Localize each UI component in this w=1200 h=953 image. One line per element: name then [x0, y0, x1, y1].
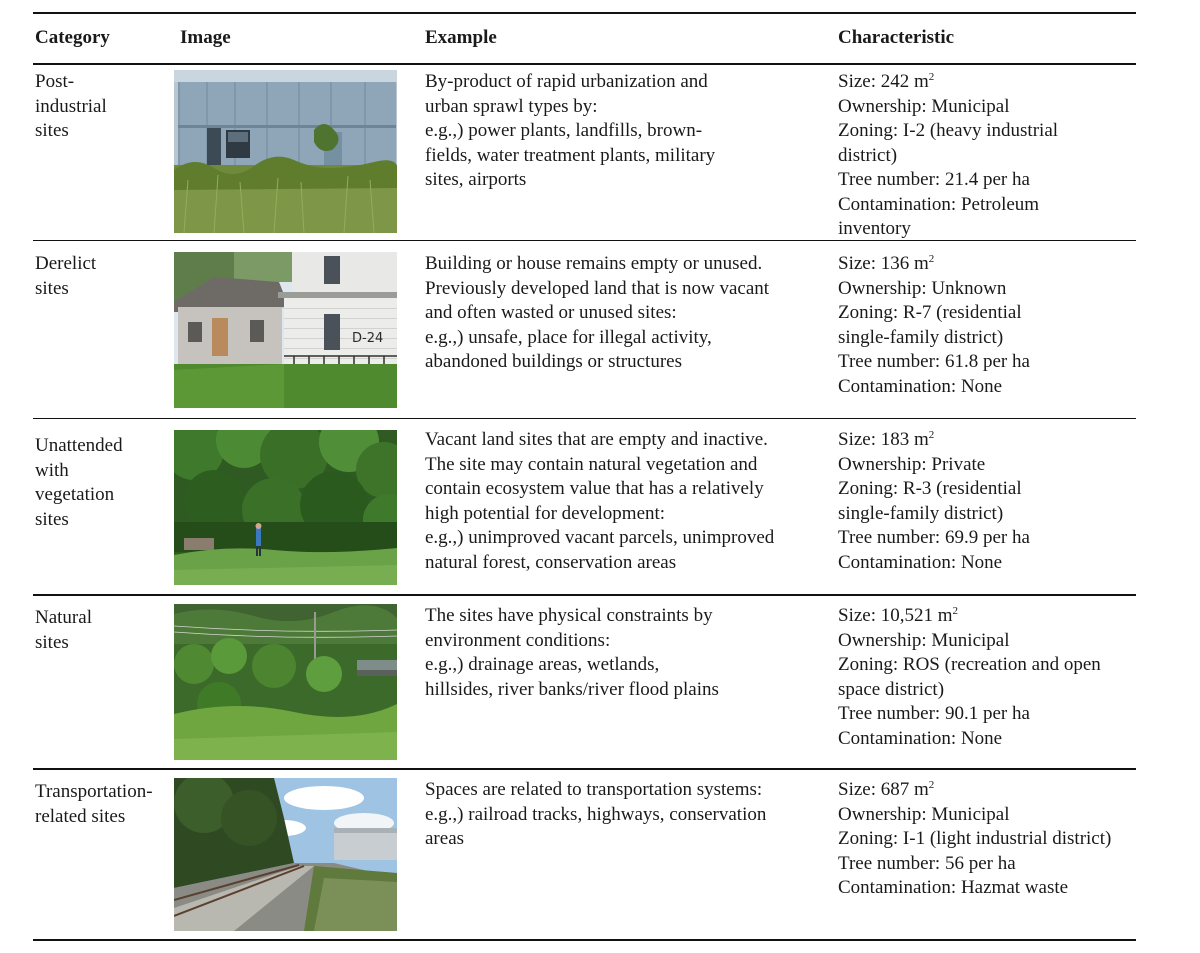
- characteristic-cell: Size: 183 $m^2$ Ownership: Private Zoning: R-3 (residential single-family district) Tree number: 69.9 per ha Contamination: None: [838, 428, 1030, 575]
- ownership-value: Ownership: Municipal: [838, 803, 1010, 825]
- category-cell: Post- industrial sites: [35, 71, 107, 141]
- header-image: Image: [180, 27, 231, 48]
- size-value: Size: 242 $m^2$: [838, 71, 935, 92]
- contamination-value: Contamination: None: [838, 375, 1003, 397]
- category-cell: Unattended with vegetation sites: [35, 435, 123, 530]
- category-cell: Derelict sites: [35, 253, 97, 299]
- tree-number-value: Tree number: 69.9 per ha: [838, 527, 1030, 548]
- zoning-value: Zoning: R-7 (residential: [838, 302, 1022, 323]
- post-industrial-site-photo: [174, 70, 397, 233]
- row-divider: [33, 418, 1136, 419]
- contamination-value: Contamination: Petroleum: [838, 193, 1040, 215]
- house-number-sign: D-24: [352, 331, 384, 346]
- derelict-site-photo: [174, 252, 397, 408]
- row-divider: [33, 594, 1136, 596]
- size-value: Size: 183 $m^2$: [838, 429, 935, 450]
- row-divider: [33, 768, 1136, 770]
- size-value: Size: 10,521 $m^2$: [838, 605, 959, 626]
- ownership-value: Ownership: Unknown: [838, 277, 1007, 299]
- zoning-value: Zoning: ROS (recreation and open: [838, 654, 1101, 675]
- unattended-vegetation-site-photo: [174, 430, 397, 585]
- contamination-value: Contamination: Hazmat waste: [838, 877, 1069, 898]
- tree-number-value: Tree number: 21.4 per ha: [838, 169, 1030, 190]
- category-cell: Natural sites: [35, 607, 92, 653]
- characteristic-cell: Size: 242 $m^2$ Ownership: Municipal Zoning: I-2 (heavy industrial district) Tree number: 21.4 per ha Contamination: Petroleum inventory: [838, 71, 1059, 239]
- ownership-value: Ownership: Private: [838, 453, 986, 475]
- zoning-value: Zoning: I-2 (heavy industrial: [838, 120, 1059, 141]
- example-cell: Building or house remains empty or unused. Previously developed land that is now vacant and often wasted or unused sites: e.g.,) unsafe, place for illegal activity, abandoned buildings or structures: [425, 253, 770, 372]
- zoning-value: Zoning: I-1 (light industrial district): [838, 828, 1112, 849]
- tree-number-value: Tree number: 61.8 per ha: [838, 351, 1030, 372]
- example-cell: The sites have physical constraints by environment conditions: e.g.,) drainage areas, wetlands, hillsides, river banks/river flood plains: [425, 605, 719, 700]
- header-example: Example: [425, 27, 497, 48]
- tree-number-value: Tree number: 90.1 per ha: [838, 703, 1030, 724]
- size-value: Size: 136 $m^2$: [838, 253, 935, 274]
- zoning-value: Zoning: R-3 (residential: [838, 478, 1022, 499]
- characteristic-cell: [838, 778, 1111, 901]
- header-bottom-rule: [33, 63, 1136, 65]
- table-top-rule: [33, 12, 1136, 14]
- example-cell: Spaces are related to transportation systems: e.g.,) railroad tracks, highways, conservation areas: [425, 779, 767, 849]
- example-cell: By-product of rapid urbanization and urban sprawl types by: e.g.,) power plants, landfills, brown- fields, water treatment plants, military sites, airports: [425, 71, 716, 190]
- header-category: Category: [35, 27, 110, 48]
- contamination-value: Contamination: None: [838, 551, 1003, 573]
- natural-site-photo: [174, 604, 397, 760]
- contamination-value: Contamination: None: [838, 727, 1003, 749]
- category-cell: Transportation- related sites: [35, 781, 153, 827]
- tree-number-value: Tree number: 56 per ha: [838, 852, 1016, 874]
- characteristic-cell: Size: 10,521 $m^2$ Ownership: Municipal Zoning: ROS (recreation and open space district) Tree number: 90.1 per ha Contamination: None: [838, 604, 1101, 751]
- table-bottom-rule: [33, 939, 1136, 941]
- characteristic-cell: Size: 136 $m^2$ Ownership: Unknown Zoning: R-7 (residential single-family district) Tree number: 61.8 per ha Contamination: None: [838, 252, 1030, 399]
- ownership-value: Ownership: Municipal: [838, 629, 1010, 651]
- transportation-site-photo: [174, 778, 397, 931]
- example-cell: Vacant land sites that are empty and inactive. The site may contain natural vegetation and contain ecosystem value that has a relatively high potential for development: e.g.,) unimproved vacant parcels, unimproved natural forest, conservation areas: [425, 429, 775, 573]
- header-characteristic: Characteristic: [838, 27, 955, 48]
- size-value: Size: 687 $m^2$: [838, 779, 935, 800]
- ownership-value: Ownership: Municipal: [838, 95, 1010, 117]
